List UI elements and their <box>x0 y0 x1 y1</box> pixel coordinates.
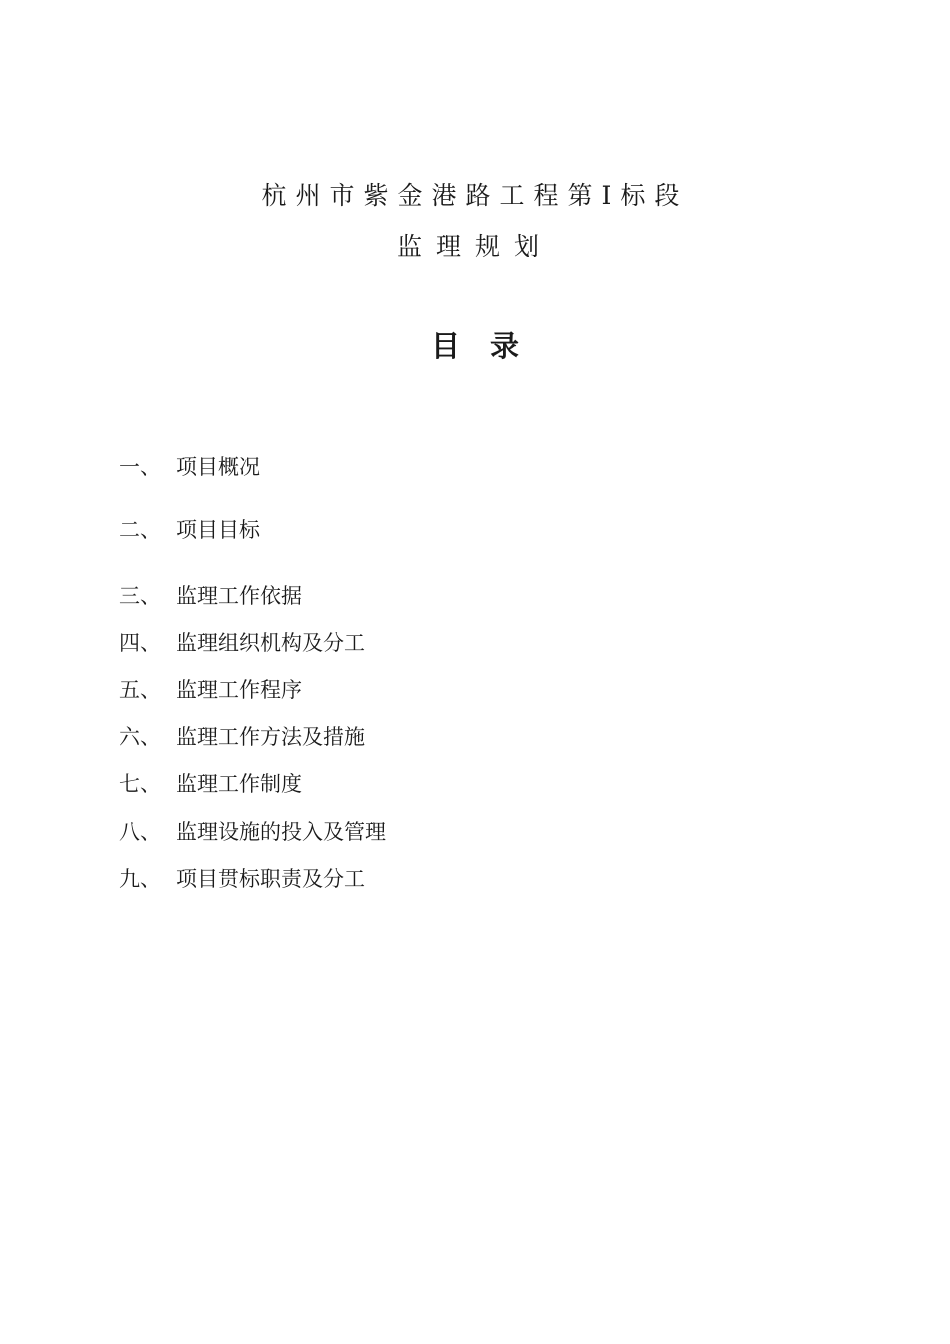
toc-item-label: 项目贯标职责及分工 <box>176 867 365 891</box>
toc-item <box>119 819 386 845</box>
toc-item <box>119 724 365 750</box>
toc-item <box>119 454 260 480</box>
toc-item-number: 二、 <box>119 518 161 542</box>
toc-item-number: 七、 <box>119 772 161 796</box>
toc-item-label: 监理工作程序 <box>176 678 302 702</box>
toc-item-number: 四、 <box>119 631 161 655</box>
toc-item-label: 项目概况 <box>176 455 260 479</box>
toc-item-label: 监理工作依据 <box>176 584 302 608</box>
toc-item-label: 监理工作方法及措施 <box>176 725 365 749</box>
toc-item-label: 监理设施的投入及管理 <box>176 820 386 844</box>
toc-item <box>119 866 365 892</box>
toc-item-number: 一、 <box>119 455 161 479</box>
toc-item-number: 五、 <box>119 678 161 702</box>
toc-item-label: 监理工作制度 <box>176 772 302 796</box>
toc-item-number: 六、 <box>119 725 161 749</box>
toc-item-label: 项目目标 <box>176 518 260 542</box>
toc-heading: 目录 <box>430 329 549 363</box>
toc-item <box>119 677 302 703</box>
toc-item <box>119 583 302 609</box>
document-subtitle: 监理规划 <box>396 232 553 261</box>
toc-item <box>119 517 260 543</box>
document-title: 杭州市紫金港路工程第Ⅰ标段 <box>261 181 689 210</box>
toc-item-label: 监理组织机构及分工 <box>176 631 365 655</box>
toc-item <box>119 771 302 797</box>
toc-item-number: 三、 <box>119 584 161 608</box>
toc-item <box>119 630 365 656</box>
toc-item-number: 八、 <box>119 820 161 844</box>
toc-item-number: 九、 <box>119 867 161 891</box>
